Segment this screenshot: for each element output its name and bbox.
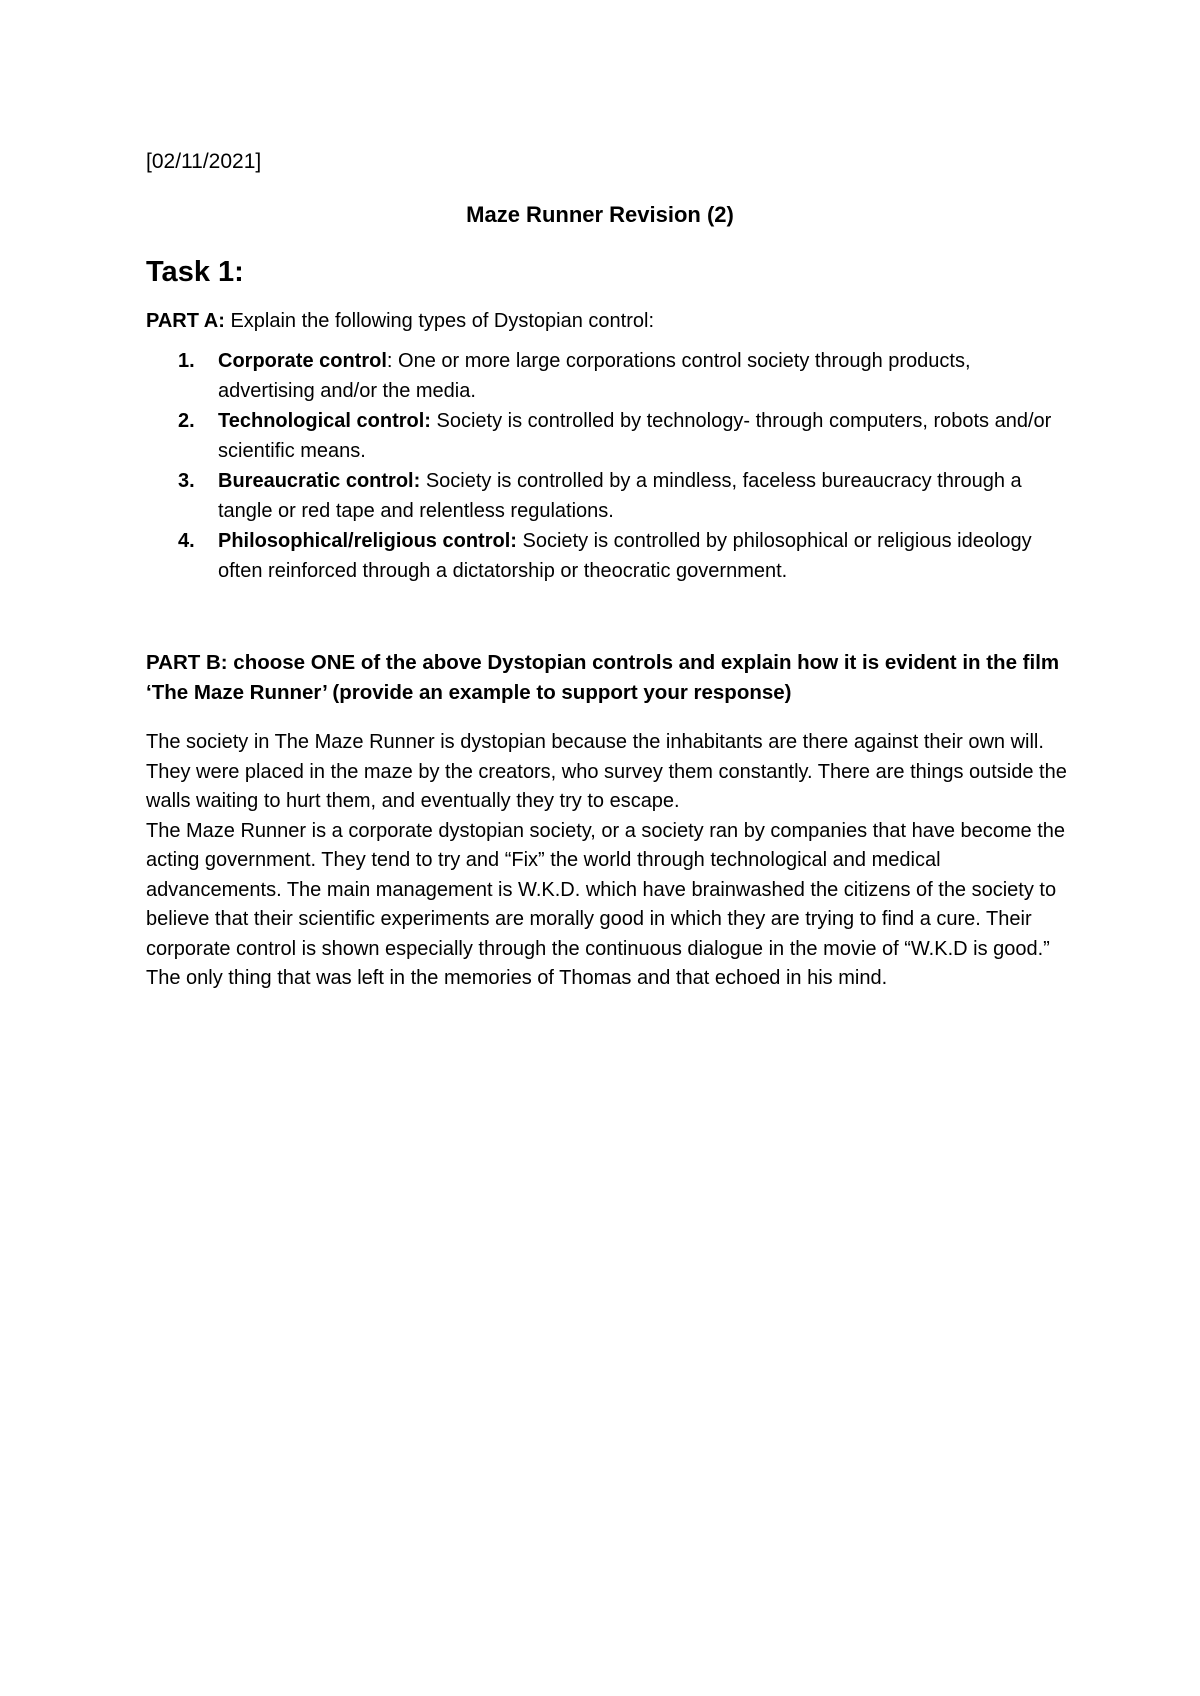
list-item-term: Corporate control xyxy=(218,350,387,372)
list-item-term: Bureaucratic control: xyxy=(218,470,421,492)
task-heading: Task 1: xyxy=(146,256,244,288)
list-item-number: 1. xyxy=(178,350,195,372)
list-item-number: 3. xyxy=(178,470,195,492)
list-item xyxy=(146,466,1066,526)
list-item xyxy=(146,346,1066,406)
list-item-number: 2. xyxy=(178,410,195,432)
part-b-heading: PART B: choose ONE of the above Dystopian controls and explain how it is evident in the film ‘The Maze Runner’ (provide an example to support your response) xyxy=(146,651,1060,704)
list-item-colon: : xyxy=(386,350,393,372)
list-item-number: 4. xyxy=(178,530,195,552)
part-a-text: Explain the following types of Dystopian control: xyxy=(224,310,655,332)
dystopian-controls-list xyxy=(146,346,1066,586)
list-item-text: Society is controlled by technology- through computers, robots and/or scientific means. xyxy=(218,410,1052,462)
list-item-term: Technological control: xyxy=(218,410,431,432)
part-a-label: PART A: xyxy=(146,310,225,332)
response-paragraph: The society in The Maze Runner is dystopian because the inhabitants are there against their own will. They were placed in the maze by the creators, who survey them constantly. There are things outside the walls waiting to hurt them, and eventually they try to escape. xyxy=(146,731,1067,812)
list-item-text: Society is controlled by philosophical or religious ideology often reinforced through a dictatorship or theocratic government. xyxy=(218,530,1032,582)
response-paragraph: The Maze Runner is a corporate dystopian society, or a society ran by companies that have become the acting government. They tend to try and “Fix” the world through technological and medical advancements. The main management is W.K.D. which have brainwashed the citizens of the society to believe that their scientific experiments are morally good in which they are trying to find a cure. Their corporate control is shown especially through the continuous dialogue in the movie of “W.K.D is good.” The only thing that was left in the memories of Thomas and that echoed in his mind. xyxy=(146,819,1066,989)
list-item-term: Philosophical/religious control: xyxy=(218,530,517,552)
part-a-instruction xyxy=(146,306,1066,336)
document-date: [02/11/2021] xyxy=(146,150,262,173)
list-item xyxy=(146,526,1066,586)
part-b-response xyxy=(146,728,1076,994)
list-item xyxy=(146,406,1066,466)
list-item-text: One or more large corporations control society through products, advertising and/or the media. xyxy=(218,350,971,402)
document-title: Maze Runner Revision (2) xyxy=(466,202,734,227)
list-item-text: Society is controlled by a mindless, faceless bureaucracy through a tangle or red tape and relentless regulations. xyxy=(218,470,1022,522)
